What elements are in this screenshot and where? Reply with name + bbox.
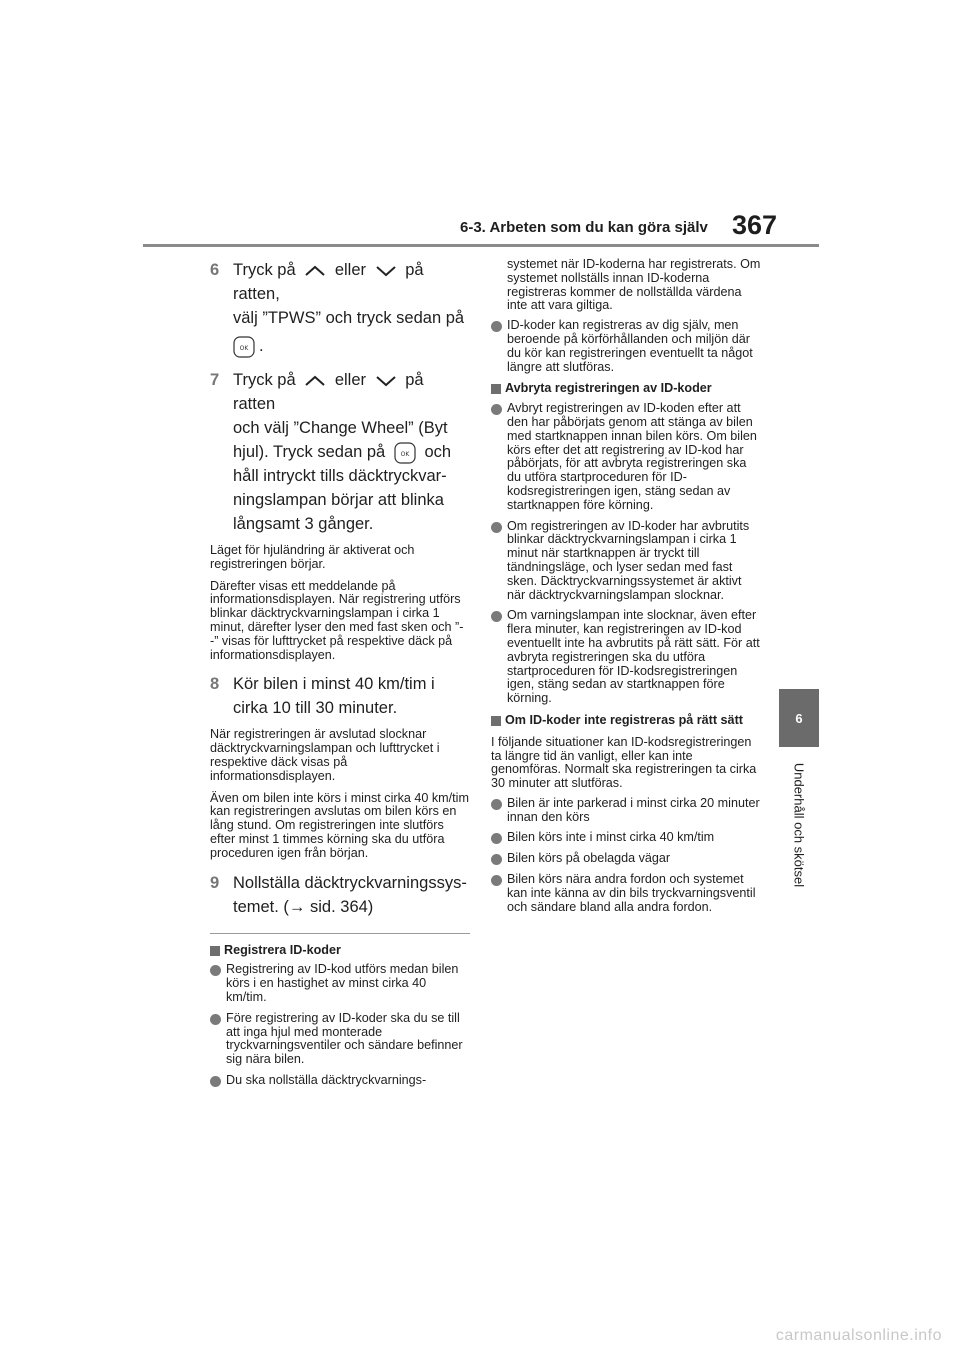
step-8	[210, 672, 470, 720]
step-number: 7	[210, 371, 220, 389]
bullet-dot-icon	[491, 522, 502, 533]
step-text: på ratten,	[233, 261, 424, 303]
bullet-item	[210, 963, 470, 1004]
subheading	[491, 714, 763, 728]
step-6	[210, 258, 470, 358]
bullet-text: Om varningslampan inte slocknar, även efter flera minuter, kan registreringen av ID-kod eventuellt inte ha avbrutits på rätt sätt. För att avbryta registreringen ska du utföra startproceduren för ID-kodsregistreringen igen, stäng sedan av startknappen före körning.	[507, 608, 760, 706]
bullet-text: Avbryt registreringen av ID-koden efter att den har påbörjats genom att stänga av bilen med startknappen innan bilen körs. Om bilen körs efter det att registrering av ID-kod har påbörjats, för att avbryta registreringen ska du utföra startproceduren för ID-kodsregistreringen igen, stäng sedan av startknappen före körning.	[507, 401, 757, 512]
step-text: eller	[334, 261, 367, 279]
bullet-dot-icon	[491, 611, 502, 622]
step-text: och	[424, 443, 452, 461]
step-text: Nollställa däcktryckvarningssys-	[233, 873, 467, 892]
bullet-item	[491, 319, 763, 374]
step-text: eller	[334, 371, 367, 389]
paragraph: När registreringen är avslutad slocknar däcktryckvarningslampan och lufttrycket i respektive däck visas på informationsdisplayen.	[210, 727, 440, 783]
paragraph: I följande situationer kan ID-kodsregistreringen ta längre tid än vanligt, eller kan inte genomföras. Normalt ska registreringen ta cirka 30 minuter att slutföras.	[491, 734, 757, 791]
section-divider	[210, 933, 470, 934]
step-text: temet. (→ sid. 364)	[233, 897, 374, 916]
bullet-text: Bilen körs på obelagda vägar	[507, 851, 671, 866]
chevron-up-icon	[304, 265, 326, 277]
step-text: Tryck på	[233, 261, 296, 279]
step-text: på ratten	[233, 371, 424, 413]
step-9	[210, 871, 470, 919]
bullet-text: Om registreringen av ID-koder har avbrutits blinkar däcktryckvarningslampan i cirka 1 minut när startknappen är tryckt till tändningsläge, och lyser sedan med fast sken. Däcktryckvarningssystemet är aktivt när däcktryckvarningslampan slocknar.	[507, 518, 750, 602]
bullet-dot-icon	[210, 965, 221, 976]
left-column	[210, 258, 470, 1095]
bullet-item	[491, 797, 763, 825]
bullet-text: Registrering av ID-kod utförs medan bilen körs i en hastighet av minst cirka 40 km/tim.	[226, 962, 459, 1004]
step-text: .	[259, 337, 264, 355]
step-text: hjul). Tryck sedan på	[233, 443, 386, 461]
step-number: 8	[210, 675, 220, 694]
step-line	[233, 368, 470, 416]
chapter-side-label: Underhåll och skötsel	[791, 762, 807, 888]
paragraph: Därefter visas ett meddelande på informationsdisplayen. När registrering utförs blinkar däcktryckvarningslampan i cirka 1 minut, därefter lyser den med fast sken och ”--” visas för lufttrycket på respektive däck på informationsdisplayen.	[210, 578, 464, 662]
square-bullet-icon	[491, 384, 501, 394]
ok-button-icon	[233, 336, 255, 358]
step-line	[233, 334, 470, 358]
chapter-tab: 6	[779, 689, 819, 747]
bullet-dot-icon	[491, 854, 502, 865]
bullet-dot-icon	[210, 1076, 221, 1087]
step-line	[233, 258, 470, 306]
step-line	[233, 440, 470, 464]
step-text: välj ”TPWS” och tryck sedan på	[233, 309, 465, 327]
chevron-up-icon	[304, 375, 326, 387]
chevron-down-icon	[375, 265, 397, 277]
paragraph: Även om bilen inte körs i minst cirka 40 km/tim kan registreringen avslutas om bilen körs en lång stund. Om registreringen inte slutförs efter minst 1 timmes körning ska du utföra proceduren igen från början.	[210, 790, 469, 860]
paragraph: systemet när ID-koderna har registrerats. Om systemet nollställs innan ID-koderna registreras kommer de nollställda värdena inte att vara giltiga.	[507, 257, 761, 313]
step-text: Tryck på	[233, 371, 296, 389]
bullet-dot-icon	[491, 321, 502, 332]
svg-text:OK: OK	[400, 450, 410, 458]
subheading	[491, 382, 763, 396]
subheading	[210, 944, 470, 958]
paragraph: Läget för hjuländring är aktiverat och registreringen börjar.	[210, 543, 415, 571]
bullet-item	[491, 402, 763, 512]
ok-button-icon	[394, 442, 416, 464]
bullet-item	[491, 831, 763, 845]
step-text: cirka 10 till 30 minuter.	[233, 699, 398, 718]
bullet-dot-icon	[210, 1014, 221, 1025]
header-section-title: 6-3. Arbeten som du kan göra själv	[460, 219, 708, 236]
step-text: håll intryckt tills däcktryckvar-	[233, 467, 447, 485]
watermark: carmanualsonline.info	[775, 1327, 942, 1344]
step-number: 6	[210, 261, 220, 279]
step-text: långsamt 3 gånger.	[233, 515, 374, 533]
page-number: 367	[732, 210, 778, 240]
bullet-dot-icon	[491, 875, 502, 886]
square-bullet-icon	[491, 716, 501, 726]
step-text: ningslampan börjar att blinka	[233, 491, 444, 509]
right-column	[491, 258, 763, 921]
bullet-item	[491, 609, 763, 706]
step-number: 9	[210, 873, 220, 892]
bullet-item	[210, 1012, 470, 1067]
step-7	[210, 368, 470, 536]
bullet-item	[491, 873, 763, 914]
square-bullet-icon	[210, 946, 220, 956]
header-rule	[143, 244, 819, 247]
step-text: och välj ”Change Wheel” (Byt	[233, 419, 448, 437]
bullet-text: Före registrering av ID-koder ska du se till att inga hjul med monterade tryckvarningsventiler och sändare befinner sig nära bilen.	[226, 1010, 463, 1067]
subheading-text: Om ID-koder inte registreras på rätt sätt	[505, 712, 743, 727]
subheading-text: Registrera ID-koder	[224, 942, 341, 957]
bullet-item	[491, 852, 763, 866]
chevron-down-icon	[375, 375, 397, 387]
bullet-item	[491, 520, 763, 603]
svg-text:OK: OK	[239, 344, 249, 352]
step-text: Kör bilen i minst 40 km/tim i	[233, 675, 435, 694]
bullet-item	[210, 1074, 470, 1088]
bullet-dot-icon	[491, 799, 502, 810]
bullet-dot-icon	[491, 833, 502, 844]
subheading-text: Avbryta registreringen av ID-koder	[505, 381, 712, 396]
bullet-text: Bilen körs inte i minst cirka 40 km/tim	[507, 830, 715, 845]
bullet-text: ID-koder kan registreras av dig själv, men beroende på körförhållanden och miljön där du kör kan registreringen eventuellt ta något längre att slutföras.	[507, 318, 753, 374]
bullet-text: Du ska nollställa däcktryckvarnings-	[226, 1072, 427, 1087]
bullet-dot-icon	[491, 404, 502, 415]
bullet-text: Bilen körs nära andra fordon och systemet kan inte känna av din bils tryckvarningsventil och sändare bland alla andra fordon.	[507, 872, 756, 914]
bullet-text: Bilen är inte parkerad i minst cirka 20 minuter innan den körs	[507, 795, 760, 824]
